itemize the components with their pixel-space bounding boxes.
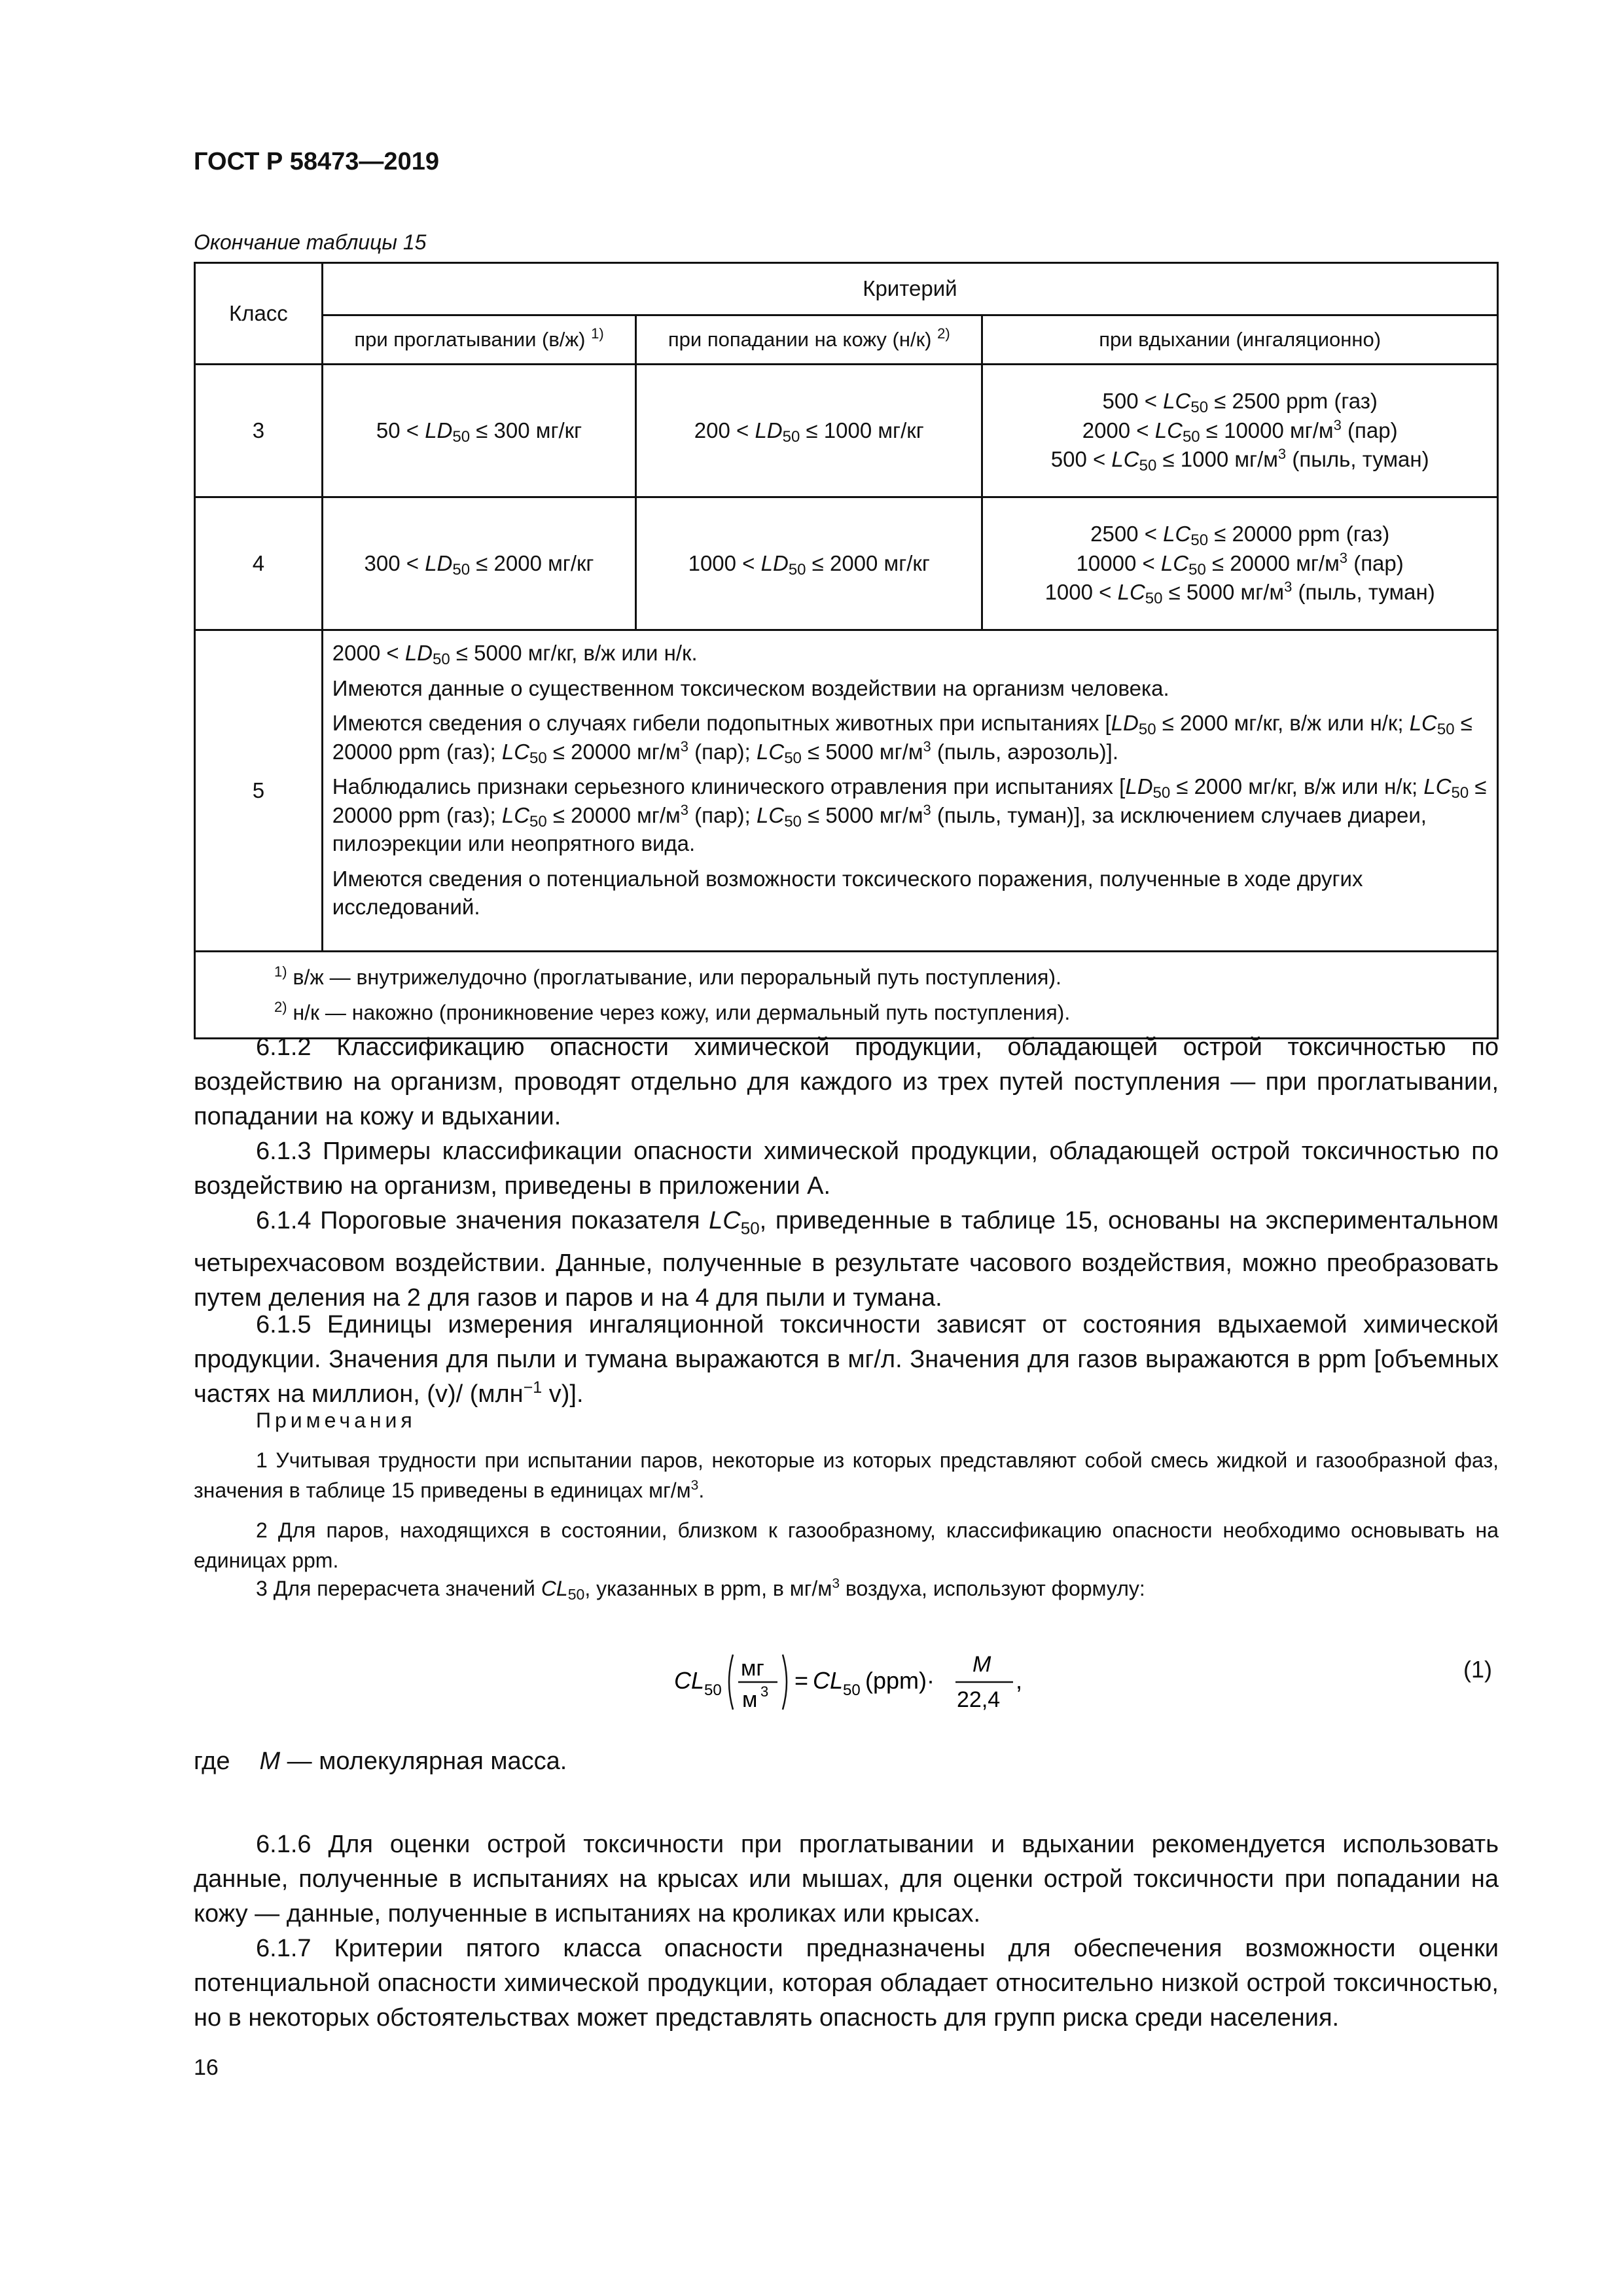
formula-lhs-symbol: CL (674, 1667, 705, 1694)
footnote-1: $^{1)}$ в/ж — внутрижелудочно (проглатывание, или пероральный путь поступления). (274, 963, 1061, 989)
formula-number: (1) (1463, 1656, 1492, 1683)
paragraph-6-1-2: 6.1.2 Классификацию опасности химической продукции, обладающей острой токсичностью по воздействию на организм, проводят отдельно для каждого из трех путей поступления — при проглатывании, попадании на кожу и вдыхании. (194, 1033, 1499, 1130)
formula-equals: = (794, 1667, 809, 1694)
class5-line-3: Имеются сведения о случаях гибели подопытных животных при испытаниях [$LD_{50} \le 2000$ мг/кг, в/ж или н/к; $LC_{50} \le 20000$ ppm (газ); $LC_{50} \le 20000$ $мг/м^3$ (пар); $LC_{50} \le 5000$ $мг/м^3$ (пыль, аэрозоль)]. (332, 711, 1472, 767)
class5-line-5: Имеются сведения о потенциальной возможности токсического поражения, полученные в ходе других исследований. (332, 866, 1363, 920)
class5-line-1: $2000 < LD_{50} \le 5000$ мг/кг, в/ж или н/к. (332, 641, 698, 668)
header-class: Класс (195, 263, 323, 365)
footnote-2: $^{2)}$ н/к — накожно (проникновение через кожу, или дермальный путь поступления). (274, 999, 1071, 1024)
table-footnotes (195, 952, 1498, 1039)
formula-fraction-denominator: 22,4 (957, 1687, 1001, 1712)
formula-tail: , (1016, 1667, 1023, 1694)
subheader-dermal: при попадании на кожу (н/к) $^{2)}$ (636, 315, 982, 364)
subheader-oral: при проглатывании (в/ж) $^{1)}$ (322, 315, 635, 364)
table-header-row (195, 263, 1498, 315)
inhalation-cell: $2500 < LC_{50} \le 20000$ ppm (газ) $10000 < LC_{50} \le 20000$ $мг/м^3$ (пар) $1000 < LC_{50} \le 5000$ $мг/м^3$ (пыль, туман) (982, 497, 1498, 630)
table-footnotes-row (195, 952, 1498, 1039)
paragraph-6-1-7: 6.1.7 Критерии пятого класса опасности предназначены для обеспечения возможности оценки потенциальной опасности химической продукции, которая обладает относительно низкой острой токсичностью, но в некоторых обстоятельствах может представлять опасность для групп риска среди населения. (194, 1935, 1499, 2032)
paragraph-6-1-4: 6.1.4 Пороговые значения показателя $LC_{50}$, приведенные в таблице 15, основаны на экспериментальном четырехчасовом воздействии. Данные, полученные в результате часового воздействия, можно преобразовать путем деления на 2 для газов и паров и на 4 для пыли и тумана. (194, 1207, 1499, 1312)
class-cell: 4 (195, 497, 323, 630)
formula-unit-denominator: м (742, 1687, 758, 1712)
oral-cell: $300 < LD_{50} \le 2000$ мг/кг (322, 497, 635, 630)
formula-fraction-numerator: M (972, 1652, 991, 1677)
formula-lhs-subscript: 50 (704, 1681, 722, 1699)
formula-right-paren (783, 1655, 787, 1710)
oral-cell: $50 < LD_{50} \le 300$ мг/кг (322, 365, 635, 497)
class5-line-2: Имеются данные о существенном токсическом воздействии на организм человека. (332, 675, 1169, 700)
class5-line-4: Наблюдались признаки серьезного клинического отравления при испытаниях [$LD_{50} \le 2000$ мг/кг, в/ж или н/к; $LC_{50} \le 20000$ ppm (газ); $LC_{50} \le 20000$ $мг/м^3$ (пар); $LC_{50} \le 5000$ $мг/м^3$ (пыль, туман)], за исключением случаев диареи, пилоэрекции или неопрятного вида. (332, 774, 1487, 856)
formula-1 (674, 1643, 1041, 1721)
toxicity-table (194, 262, 1499, 1039)
notes-heading: Примечания (256, 1408, 416, 1432)
formula-unit-exponent: 3 (760, 1683, 769, 1700)
paragraph-6-1-6: 6.1.6 Для оценки острой токсичности при проглатывании и вдыхании рекомендуется использовать данные, полученные в испытаниях на крысах или мышах, для оценки острой токсичности при попадании на кожу — данные, полученные в испытаниях на кроликах или крысах. (194, 1831, 1499, 1928)
table-caption: Окончание таблицы 15 (194, 230, 427, 254)
inhalation-cell: $500 < LC_{50} \le 2500$ ppm (газ) $2000 < LC_{50} \le 10000$ $мг/м^3$ (пар) $500 < LC_{50} \le 1000$ $мг/м^3$ (пыль, туман) (982, 365, 1498, 497)
document-header: ГОСТ Р 58473—2019 (194, 148, 439, 175)
table-row-class-4 (195, 497, 1498, 630)
dermal-cell: $1000 < LD_{50} \le 2000$ мг/кг (636, 497, 982, 630)
class-cell: 3 (195, 365, 323, 497)
table-row-class-5 (195, 630, 1498, 952)
table-row-class-3 (195, 365, 1498, 497)
class-cell: 5 (195, 630, 323, 952)
formula-rhs-argument: (ppm)· (865, 1667, 935, 1694)
class5-criteria-cell (322, 630, 1497, 952)
subheader-inhalation: при вдыхании (ингаляционно) (982, 315, 1498, 364)
note-2: 2 Для паров, находящихся в состоянии, близком к газообразному, классификацию опасности необходимо основывать на единицах ppm. (194, 1518, 1499, 1572)
paragraph-6-1-3: 6.1.3 Примеры классификации опасности химической продукции, обладающей острой токсичностью по воздействию на организм, приведены в приложении А. (194, 1138, 1499, 1200)
formula-rhs-subscript: 50 (843, 1681, 861, 1699)
dermal-cell: $200 < LD_{50} \le 1000$ мг/кг (636, 365, 982, 497)
where-clause: где M — молекулярная масса. (194, 1748, 567, 1775)
formula-unit-numerator: мг (741, 1656, 764, 1681)
paragraph-6-1-5: 6.1.5 Единицы измерения ингаляционной токсичности зависят от состояния вдыхаемой химической продукции. Значения для пыли и тумана выражаются в мг/л. Значения для газов выражаются в ppm [объемных частях на миллион, (v)/ (млн$^{-1}$ v)]. (194, 1311, 1499, 1408)
formula-rhs-symbol: CL (813, 1667, 844, 1694)
header-criterion: Критерий (322, 263, 1497, 315)
table-subheader-row (195, 315, 1498, 364)
formula-left-paren (729, 1655, 733, 1710)
note-3: 3 Для перерасчета значений $CL_{50}$, указанных в ppm, в $мг/м^3$ воздуха, используют формулу: (256, 1576, 1145, 1603)
note-1: 1 Учитывая трудности при испытании паров, некоторые из которых представляют собой смесь жидкой и газообразной фаз, значения в таблице 15 приведены в единицах $мг/м^3$. (194, 1448, 1499, 1502)
page-number: 16 (194, 2055, 219, 2080)
